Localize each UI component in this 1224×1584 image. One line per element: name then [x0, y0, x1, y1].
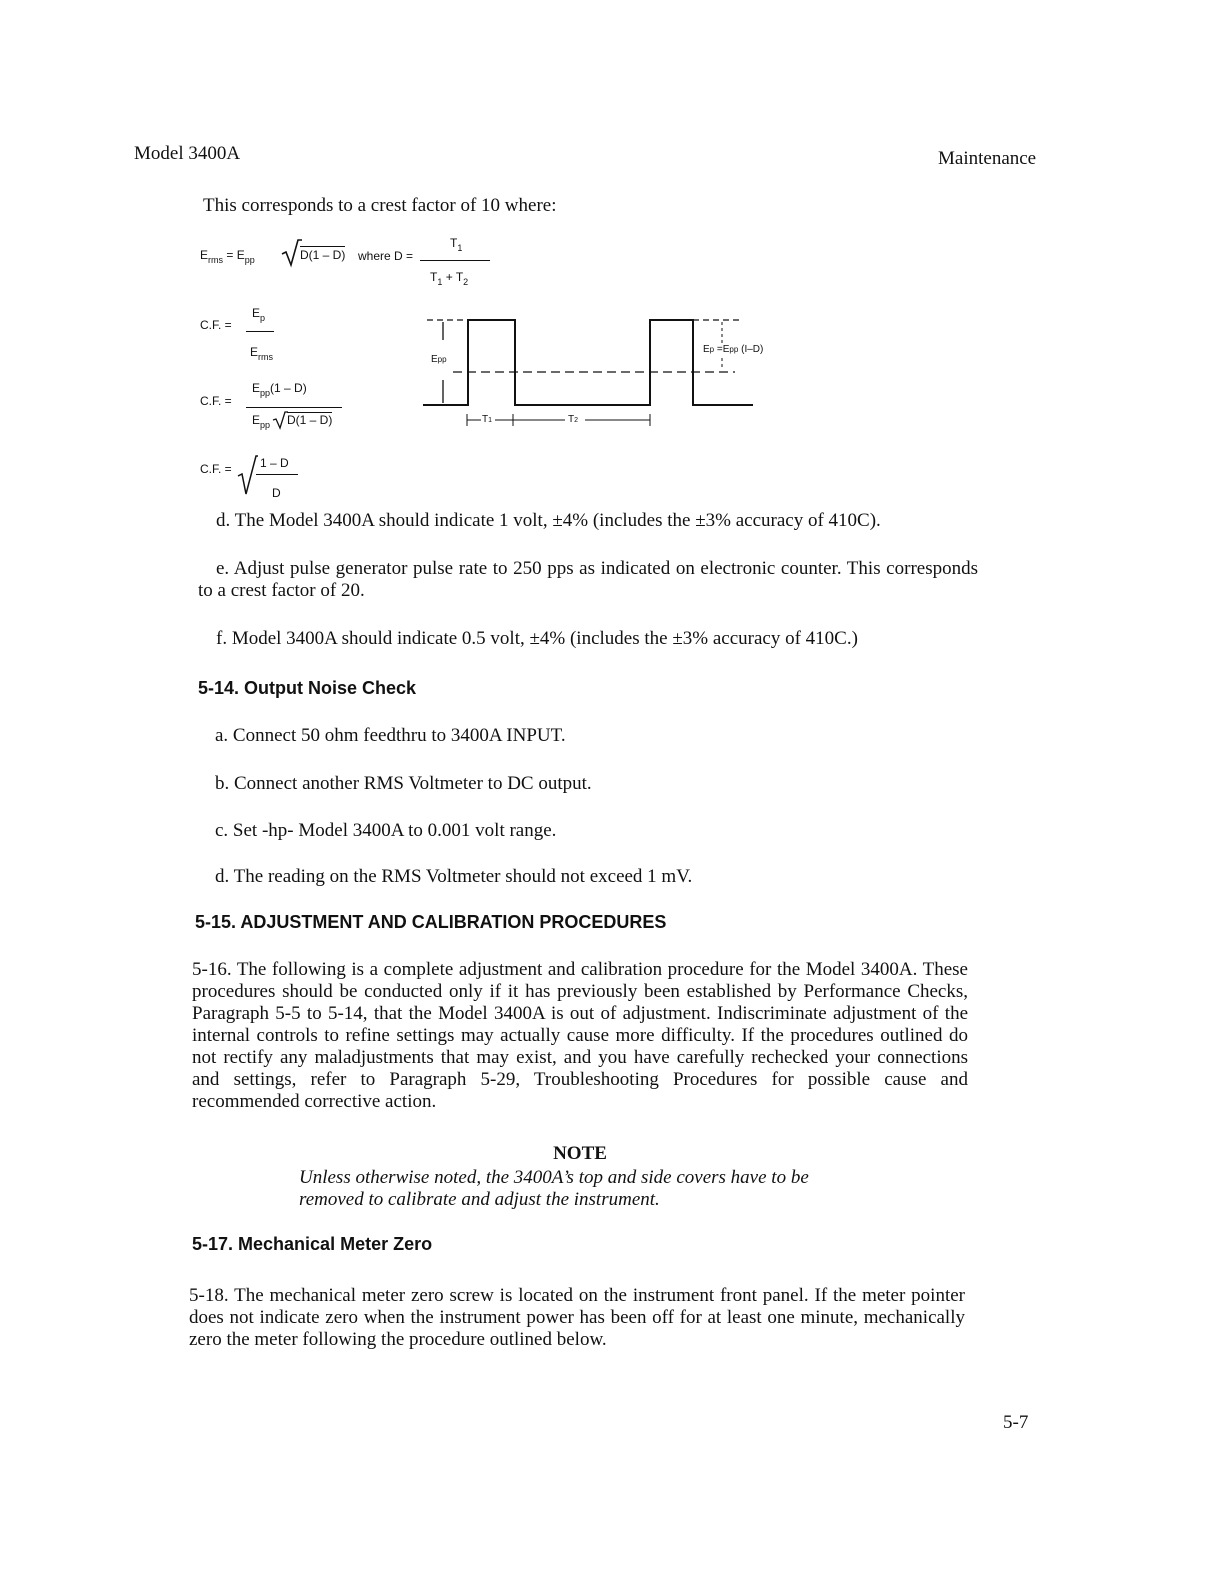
d-numerator: $T_1$	[450, 236, 463, 253]
noise-step-a: a. Connect 50 ohm feedthru to 3400A INPUT.	[215, 725, 566, 746]
section-header: Maintenance	[938, 148, 1037, 169]
cf3-sqrt-symbol	[236, 454, 258, 496]
cf2-root: D(1 – D)	[287, 413, 333, 427]
noise-step-c: c. Set -hp- Model 3400A to 0.001 volt range.	[215, 820, 557, 841]
where-text: where D =	[358, 249, 414, 263]
cf3-label: C.F. =	[200, 462, 232, 476]
cf1-label: C.F. =	[200, 318, 232, 332]
cf3-bar	[256, 474, 298, 475]
step-e-crest20: e. Adjust pulse generator pulse rate to 250 pps as indicated on electronic counter. This corresponds to a crest factor of 20.	[198, 558, 978, 601]
erms-root: D(1 – D)	[300, 248, 346, 262]
heading-5-14: 5-14. Output Noise Check	[198, 678, 417, 698]
cf2-sqrt-symbol	[272, 410, 288, 430]
cf2-denominator: $E_{pp}$	[252, 413, 271, 430]
paragraph-5-18: 5-18. The mechanical meter zero screw is located on the instrument front panel. If the meter pointer does not indicate zero when the instrument power has been off for at least one minute, mechanically zero the meter following the procedure outlined below.	[189, 1285, 965, 1350]
noise-step-b: b. Connect another RMS Voltmeter to DC output.	[215, 773, 592, 794]
model-header: Model 3400A	[134, 143, 241, 164]
intro-text: This corresponds to a crest factor of 10 where:	[203, 195, 557, 216]
t1-label: T1	[482, 414, 493, 425]
epp-label: Epp	[431, 354, 447, 365]
step-f-indication: f. Model 3400A should indicate 0.5 volt, ±4% (includes the ±3% accuracy of 410C.)	[216, 628, 858, 649]
sqrt-symbol	[280, 238, 302, 268]
cf3-denominator: D	[272, 486, 281, 500]
pulse-waveform-diagram	[415, 310, 795, 440]
t2-label: T2	[568, 414, 579, 425]
noise-step-d: d. The reading on the RMS Voltmeter should not exceed 1 mV.	[215, 866, 693, 887]
note-text: Unless otherwise noted, the 3400A’s top and side covers have to be removed to calibrate and adjust the instrument.	[299, 1167, 809, 1210]
cf1-numerator: $E_p$	[252, 306, 266, 323]
d-denominator: $T_1 + T_2$	[430, 270, 469, 287]
paragraph-5-16: 5-16. The following is a complete adjustment and calibration procedure for the Model 3400A. These procedures should be conducted only if it has previously been established by Performance Checks, Paragraph 5-5 to 5-14, that the Model 3400A is out of adjustment. Indiscriminate adjustment of the internal controls to refine settings may actually cause more difficulty. If the procedures outlined do not rectify any maladjustments that may exist, and you have carefully rechecked your connections and settings, refer to Paragraph 5-29, Troubleshooting Procedures for possible cause and recommended corrective action.	[192, 959, 968, 1112]
note-title: NOTE	[553, 1143, 607, 1164]
cf2-label: C.F. =	[200, 394, 232, 408]
cf1-denominator: $E_{rms}$	[250, 345, 274, 362]
heading-5-17: 5-17. Mechanical Meter Zero	[192, 1234, 433, 1254]
d-fraction-bar	[420, 260, 490, 261]
waveform-lines	[415, 310, 795, 440]
cf3-numerator: 1 – D	[260, 456, 289, 470]
heading-5-15: 5-15. ADJUSTMENT AND CALIBRATION PROCEDURES	[195, 912, 667, 932]
page-number: 5-7	[1003, 1412, 1029, 1433]
cf2-bar	[246, 407, 342, 408]
step-d-crest10: d. The Model 3400A should indicate 1 volt, ±4% (includes the ±3% accuracy of 410C).	[216, 510, 881, 531]
ep-label: Ep =Epp (I–D)	[703, 344, 764, 355]
erms-formula: $E_{rms} = E_{pp}$	[200, 248, 255, 265]
cf1-bar	[246, 331, 274, 332]
cf2-numerator: $E_{pp}(1 - D)$	[252, 381, 307, 398]
